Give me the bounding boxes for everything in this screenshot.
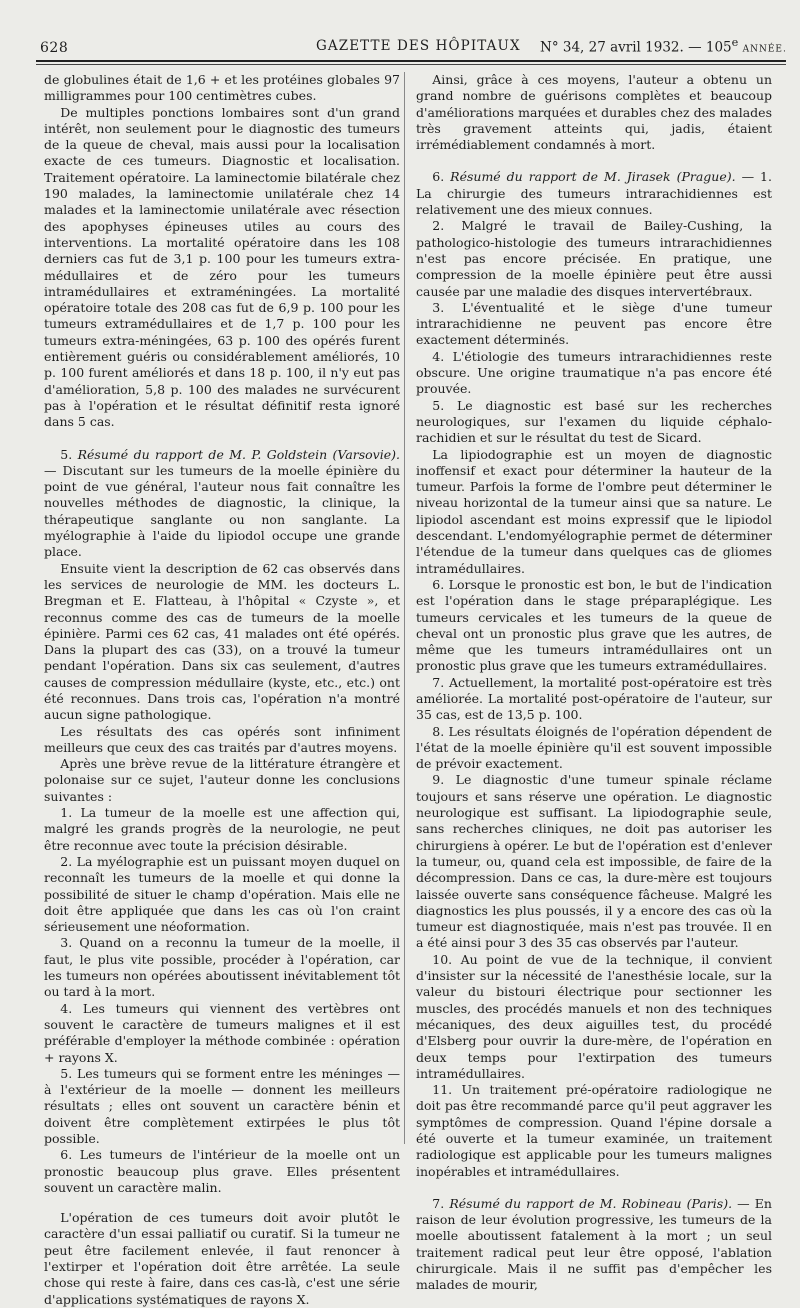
section-number: 7. xyxy=(432,1195,445,1211)
conclusion-item: 3. Quand on a reconnu la tumeur de la moelle, il faut, le plus vite possible, procéder à l'opération, car les tumeurs non opérées aboutissent inévitablement tôt ou tard à la mort. xyxy=(44,935,400,1000)
issue-date: N° 34, 27 avril 1932. — 105 xyxy=(540,39,732,56)
numbered-item: 3. L'éventualité et le siège d'une tumeur intrarachidienne ne peuvent pas encore être exactement déterminés. xyxy=(416,299,772,348)
paragraph: Ainsi, grâce à ces moyens, l'auteur a obtenu un grand nombre de guérisons complètes et beaucoup d'améliorations marquées et durables chez des malades très gravement atteints qui, jadis, étaient irrémédiablement condamnés à mort. xyxy=(416,72,772,153)
section-7-paragraph xyxy=(416,1196,772,1294)
section-number: 5. xyxy=(60,446,73,462)
numbered-item: 6. Lorsque le pronostic est bon, le but de l'indication est l'opération dans le stage préparaplégique. Les tumeurs cervicales et les tumeurs de la queue de cheval ont un pronostic plus grave que les autres, de même que les tumeurs intramédullaires ont un pronostic plus grave que les tumeurs extramédullaires. xyxy=(416,576,772,674)
section-title: Résumé du rapport de M. Jirasek (Prague). xyxy=(450,169,736,185)
conclusion-item: 2. La myélographie est un puissant moyen duquel on reconnaît les tumeurs de la moelle et qui donne la possibilité de situer le champ d'opération. Mais elle ne doit être appliquée que dans les cas où l'on craint sérieusement une néoformation. xyxy=(44,853,400,935)
paragraph: L'opération de ces tumeurs doit avoir plutôt le caractère d'un essai palliatif ou curatif. Si la tumeur ne peut être facilement enlevée, il faut renoncer à l'extirper et l'opération doit être arrêtée. La seule chose qui reste à faire, dans ces cas-là, c'est une série d'applications systématiques de rayons X. xyxy=(44,1210,400,1307)
conclusion-item: 5. Les tumeurs qui se forment entre les méninges — à l'extérieur de la moelle — donnent les meilleurs résultats ; elles ont souvent un caractère bénin et doivent être complètement extirpées le plus tôt possible. xyxy=(44,1065,400,1146)
left-column xyxy=(44,72,400,1308)
section-title: Résumé du rapport de M. P. Goldstein (Varsovie). xyxy=(77,446,400,462)
section-body: — 1. La chirurgie des tumeurs intrarachidiennes est relativement une des mieux connues. xyxy=(416,169,772,218)
numbered-item: 11. Un traitement pré-opératoire radiologique ne doit pas être recommandé parce qu'il peut aggraver les symptômes de compression. Quand l'épine dorsale a été ouverte et la tumeur examinée, un traitement radiologique est applicable pour les tumeurs malignes inopérables et intramédullaires. xyxy=(416,1082,772,1179)
section-6-paragraph xyxy=(416,169,772,218)
journal-title: GAZETTE DES HÔPITAUX xyxy=(316,38,521,54)
paragraph: de globulines était de 1,6 + et les protéines globales 97 milligrammes pour 100 centimètres cubes. xyxy=(44,72,400,104)
conclusion-item: 6. Les tumeurs de l'intérieur de la moelle ont un pronostic beaucoup plus grave. Elles présentent souvent un caractère malin. xyxy=(44,1147,400,1195)
header-rule-thick xyxy=(36,60,786,62)
paragraph: Les résultats des cas opérés sont infiniment meilleurs que ceux des cas traités par d'autres moyens. xyxy=(44,723,400,755)
numbered-item: 9. Le diagnostic d'une tumeur spinale réclame toujours et sans réserve une opération. Le diagnostic neurologique est suffisant. La lipiodographie seule, sans recherches cliniques, ne doit pas autoriser les chirurgiens à opérer. Le but de l'opération est d'enlever la tumeur, ou, quand cela est impossible, de faire de la décompression. Dans ce cas, la dure-mère est toujours laissée ouverte sans conséquence fâcheuse. Malgré les diagnostics les plus poussés, il y a encore des cas où la tumeur est diagnostiquée, mais n'est pas trouvée. Il en a été ainsi pour 3 des 35 cas observés par l'auteur. xyxy=(416,772,772,951)
section-5-paragraph xyxy=(44,447,400,561)
section-body: — En raison de leur évolution progressive, les tumeurs de la moelle aboutissent fatalement à la mort ; un seul traitement radical peut leur être opposé, l'ablation chirurgicale. Mais il ne suffit pas d'empêcher les malades de mourir, xyxy=(416,1195,772,1293)
section-number: 6. xyxy=(432,169,445,185)
numbered-item: 7. Actuellement, la mortalité post-opératoire est très améliorée. La mortalité post-opératoire de l'auteur, sur 35 cas, est de 13,5 p. 100. xyxy=(416,674,772,723)
header-rule-thin xyxy=(36,64,786,65)
conclusion-item: 1. La tumeur de la moelle est une affection qui, malgré les grands progrès de la neurologie, ne peut être reconnue avec toute la précision désirable. xyxy=(44,805,400,853)
numbered-item: 10. Au point de vue de la technique, il convient d'insister sur la nécessité de l'anesthésie locale, sur la valeur du bistouri électrique pour sectionner les muscles, des procédés manuels et non des techniques mécaniques, des deux aiguilles test, du procédé d'Elsberg pour ouvrir la dure-mère, de l'opération en deux temps pour l'extirpation des tumeurs intramédullaires. xyxy=(416,951,772,1081)
issue-year-label: ANNÉE. xyxy=(742,44,787,55)
numbered-item: 5. Le diagnostic est basé sur les recherches neurologiques, sur l'examen du liquide céphalo-rachidien et sur le résultat du test de Sicard. xyxy=(416,397,772,446)
paragraph: De multiples ponctions lombaires sont d'un grand intérêt, non seulement pour le diagnostic des tumeurs de la queue de cheval, mais aussi pour la localisation exacte de ces tumeurs. Diagnostic et localisation. Traitement opératoire. La laminectomie bilatérale chez 190 malades, la laminectomie unilatérale chez 14 malades et la laminectomie unilatérale avec résection des apophyses épineuses utiles au cours des interventions. La mortalité opératoire dans les 108 derniers cas fut de 3,1 p. 100 pour les tumeurs extra-médullaires et de zéro pour les tumeurs intramédullaires et extraméningées. La mortalité opératoire totale des 208 cas fut de 6,9 p. 100 pour les tumeurs extramédullaires et de 1,7 p. 100 pour les tumeurs extra-méningées, 63 p. 100 des opérés furent entièrement guéris ou considérablement améliorés, 10 p. 100 furent améliorés et dans 18 p. 100, il n'y eut pas d'amélioration, 5,8 p. 100 des malades ne survécurent pas à l'opération et le résultat définitif resta ignoré dans 5 cas. xyxy=(44,104,400,430)
paragraph: Après une brève revue de la littérature étrangère et polonaise sur ce sujet, l'auteur donne les conclusions suivantes : xyxy=(44,756,400,804)
column-divider xyxy=(404,72,405,1144)
paragraph: Ensuite vient la description de 62 cas observés dans les services de neurologie de MM. les docteurs L. Bregman et E. Flatteau, à l'hôpital « Czyste », et reconnus comme des cas de tumeurs de la moelle épinière. Parmi ces 62 cas, 41 malades ont été opérés. Dans la plupart des cas (33), on a trouvé la tumeur pendant l'opération. Dans six cas seulement, d'autres causes de compression médullaire (kyste, etc., etc.) ont été reconnues. Dans trois cas, l'opération n'a montré aucun signe pathologique. xyxy=(44,560,400,723)
section-title: Résumé du rapport de M. Robineau (Paris). xyxy=(449,1195,733,1211)
paragraph: La lipiodographie est un moyen de diagnostic inoffensif et exact pour déterminer la hauteur de la tumeur. Parfois la forme de l'ombre peut déterminer le niveau horizontal de la tumeur ainsi que sa nature. Le lipiodol ascendant est moins expressif que le lipiodol descendant. L'endomyélographie permet de déterminer l'étendue de la tumeur dans quelques cas de gliomes intramédullaires. xyxy=(416,446,772,576)
right-column xyxy=(416,72,772,1294)
running-header xyxy=(0,0,800,64)
issue-ordinal: e xyxy=(731,36,739,49)
conclusion-item: 4. Les tumeurs qui viennent des vertèbres ont souvent le caractère de tumeurs malignes et il est préférable d'employer la méthode combinée : opération + rayons X. xyxy=(44,1000,400,1065)
spacer xyxy=(44,1196,400,1210)
numbered-item: 4. L'étiologie des tumeurs intrarachidiennes reste obscure. Une origine traumatique n'a pas encore été prouvée. xyxy=(416,348,772,397)
section-body: — Discutant sur les tumeurs de la moelle épinière du point de vue général, l'auteur nous fait connaître les nouvelles méthodes de diagnostic, la clinique, la thérapeutique sanglante ou non sanglante. La myélographie à l'aide du lipiodol occupe une grande place. xyxy=(44,462,400,560)
issue-line xyxy=(540,36,787,56)
numbered-item: 8. Les résultats éloignés de l'opération dépendent de l'état de la moelle épinière qu'il est souvent impossible de prévoir exactement. xyxy=(416,723,772,772)
page-number: 628 xyxy=(40,40,69,56)
numbered-item: 2. Malgré le travail de Bailey-Cushing, la pathologico-histologie des tumeurs intrarachidiennes n'est pas encore précisée. En pratique, une compression de la moelle épinière peut être aussi causée par une maladie des disques intervertébraux. xyxy=(416,218,772,299)
